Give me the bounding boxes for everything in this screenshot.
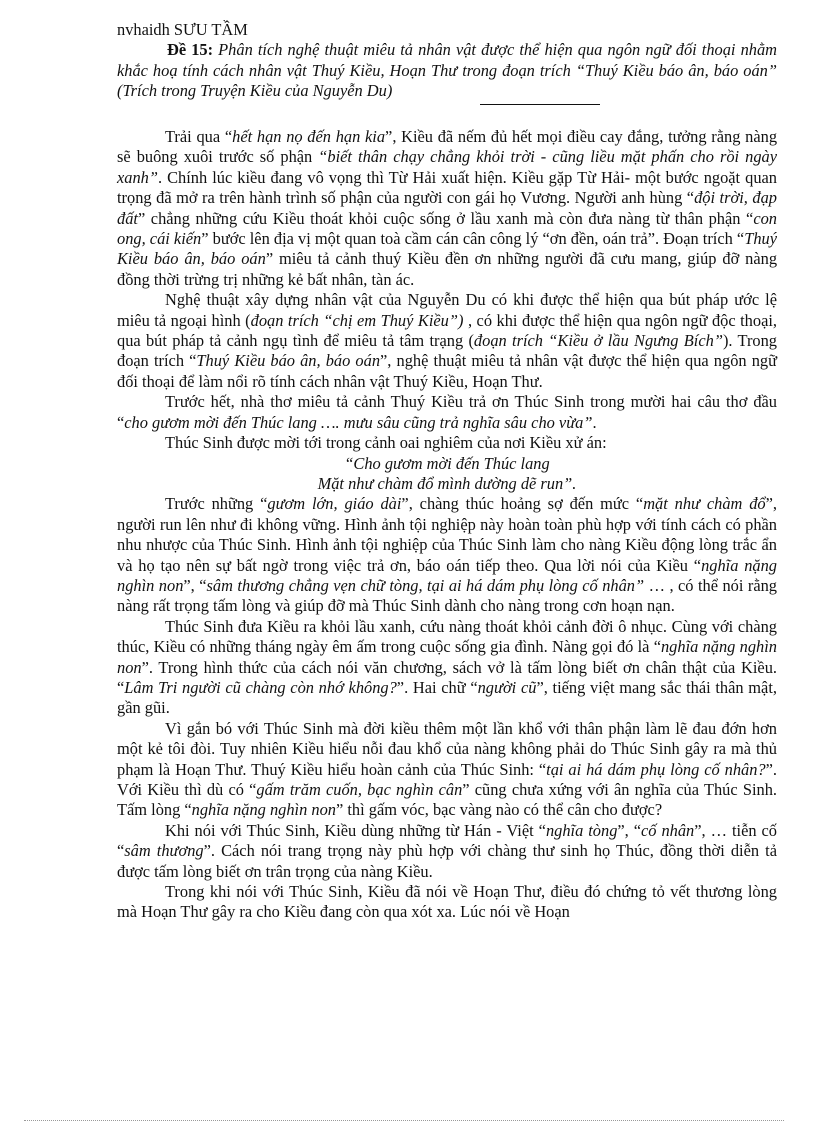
italic-quote: đoạn trích “chị em Thuý Kiều”) xyxy=(250,310,464,330)
text-run: ”, Kiều đã nếm đủ hết mọi điều cay đắng, tưởng rằng nàng sẽ buông xuôi trước số phận xyxy=(117,127,778,167)
italic-quote: con ong, cái kiến xyxy=(117,208,777,249)
verse-line-1 xyxy=(117,454,777,474)
page-bottom-border xyxy=(24,1120,784,1121)
essay-title xyxy=(117,40,777,101)
paragraph-7 xyxy=(117,719,777,821)
italic-quote: Thuý Kiều báo ân, báo oán xyxy=(196,351,381,371)
paragraph-8 xyxy=(117,821,777,882)
text-run: ”, nghệ thuật miêu tả nhân vật được thể hiện qua ngôn ngữ đối thoại để làm nổi rõ tính cách nhân vật Thuý Kiều, Hoạn Thư. xyxy=(117,351,777,391)
italic-quote: sâm thương xyxy=(124,841,204,861)
paragraph-1 xyxy=(117,127,777,290)
italic-quote: nghĩa nặng nghìn non xyxy=(191,800,336,820)
text-run: ” miêu tả cảnh thuý Kiều đền ơn những người đã cưu mang, giúp đỡ nàng đồng thời trừng trị những kẻ bất nhân, tàn ác. xyxy=(117,249,778,289)
text-run: ” thì gấm vóc, bạc vàng nào có thể cân cho được? xyxy=(336,800,663,820)
text-run: , có khi được thể hiện qua ngôn ngữ độc thoại, qua bút pháp tả cảnh ngụ tình để miêu tả tâm trạng ( xyxy=(117,310,777,351)
italic-quote: nghĩa nặng nghìn non xyxy=(117,637,777,677)
italic-quote: gươm lớn, giáo dài xyxy=(267,494,402,514)
paragraph-2 xyxy=(117,290,777,392)
text-run: ”, … tiễn cố “ xyxy=(117,820,777,861)
title-text: Phân tích nghệ thuật miêu tả nhân vật được thể hiện qua ngôn ngữ đối thoại nhằm khắc hoạ tính cách nhân vật Thuý Kiều, Hoạn Thư trong đoạn trích “Thuý Kiều báo ân, báo oán” (Trích trong Truyện Kiều của Nguyễn Du) xyxy=(117,40,777,101)
title-underline xyxy=(480,104,600,105)
text-run: ”. Với Kiều thì dù có “ xyxy=(117,759,777,799)
italic-quote: đội trời, đạp đất xyxy=(117,188,777,228)
document-header xyxy=(117,20,777,102)
text-run: Khi nói với Thúc Sinh, Kiều dùng những từ Hán - Việt “ xyxy=(165,820,546,840)
italic-quote: cho gươm mời đến Thúc lang …. mưu sâu cũng trả nghĩa sâu cho vừa” xyxy=(124,412,593,432)
text-run: ”, chàng thúc hoảng sợ đến mức “ xyxy=(401,494,644,514)
text-run: Trước hết, nhà thơ miêu tả cảnh Thuý Kiều trả ơn Thúc Sinh trong mười hai câu thơ đầu “ xyxy=(117,392,777,432)
text-run: ”. Cách nói trang trọng này phù hợp với chàng thư sinh họ Thúc, đồng thời diễn tả được tấm lòng biết ơn trân trọng của nàng Kiều. xyxy=(117,841,777,881)
italic-quote: sâm thương chẳng vẹn chữ tòng, tại ai há dám phụ lòng cố nhân” xyxy=(206,575,645,595)
title-label: Đề 15: xyxy=(167,40,214,60)
italic-quote: Thuý Kiều báo ân, báo oán xyxy=(117,229,778,269)
text-run: . Chính lúc kiều đang vô vọng thì Từ Hải xuất hiện. Kiều gặp Từ Hải- một bước ngoặt quan trọng đã mở ra trên hành trình số phận của người con gái họ Vương. Người anh hùng “ xyxy=(117,167,777,208)
text-run: ”, “ xyxy=(617,820,642,840)
essay-body xyxy=(117,127,777,923)
text-run: Trước những “ xyxy=(165,494,268,514)
italic-quote: Mặt như chàm đổ mình dường dẽ run”. xyxy=(317,473,577,493)
text-run: ” cũng chưa xứng với ân nghĩa của Thúc Sinh. Tấm lòng “ xyxy=(117,780,777,820)
italic-quote: “biết thân chạy chẳng khỏi trời - cũng liều mặt phấn cho rồi ngày xanh” xyxy=(117,147,777,187)
verse-line-2 xyxy=(117,474,777,494)
italic-quote: Lâm Tri người cũ chàng còn nhớ không? xyxy=(124,677,397,697)
paragraph-5 xyxy=(117,494,777,616)
italic-quote: nghĩa tòng xyxy=(545,820,618,840)
text-run: Thúc Sinh đưa Kiều ra khỏi lầu xanh, cứu nàng thoát khỏi cảnh đời ô nhục. Cùng với chàng thúc, Kiều có những tháng ngày êm ấm trong cuộc sống gia đình. Nàng gọi đó là “ xyxy=(117,616,777,657)
text-run: . xyxy=(592,412,597,432)
italic-quote: tại ai há dám phụ lòng cố nhân? xyxy=(546,759,766,779)
italic-quote: hết hạn nọ đến hạn kia xyxy=(232,127,386,146)
text-run: ”, “ xyxy=(183,575,207,595)
text-run: Trải qua “ xyxy=(165,127,233,146)
italic-quote: mặt như chàm đổ xyxy=(643,494,766,514)
italic-quote: đoạn trích “Kiều ở lầu Ngưng Bích” xyxy=(473,331,723,351)
text-run: ”, tiếng việt mang sắc thái thân mật, gần gũi. xyxy=(117,677,777,718)
text-run: ). Trong đoạn trích “ xyxy=(117,331,777,371)
paragraph-6 xyxy=(117,617,777,719)
italic-quote: gấm trăm cuốn, bạc nghìn cân xyxy=(256,780,463,799)
text-run: ”, người run lên như đi không vững. Hình ảnh tội nghiệp này hoàn toàn phù hợp với tính cách có phần nhu nhược của Thúc Sinh. Hình ảnh tội nghiệp của Thúc Sinh làm cho nàng Kiều động lòng trắc ẩn và họ tạo nên sự bất ngờ trong việc trả ơn, báo oán tiếp theo. Qua lời nói của Kiều “ xyxy=(117,494,777,575)
italic-quote: người cũ xyxy=(477,677,537,697)
text-run: … , có thể nói rằng nàng rất trọng tấm lòng và giúp đỡ mà Thúc Sinh dành cho nàng trong cơn hoạn nạn. xyxy=(117,575,777,616)
paragraph-4: Thúc Sinh được mời tới trong cảnh oai nghiêm của nơi Kiều xử án: xyxy=(165,433,607,453)
paragraph-3 xyxy=(117,392,777,433)
text-run: Vì gắn bó với Thúc Sinh mà đời kiều thêm một lần khổ với thân phận làm lẽ đau đớn hơn một kẻ tôi đòi. Tuy nhiên Kiều hiểu nỗi đau khổ của nàng không phải do Thúc Sinh gây ra mà thủ phạm là Hoạn Thư. Thuý Kiều hiểu hoàn cảnh của Thúc Sinh: “ xyxy=(117,718,777,779)
italic-quote: “Cho gươm mời đến Thúc lang xyxy=(344,453,550,473)
text-run: ” bước lên địa vị một quan toà cầm cán cân công lý “ơn đền, oán trả”. Đoạn trích “ xyxy=(201,229,745,249)
source-line: nvhaidh SƯU TẦM xyxy=(117,20,248,39)
text-run: Nghệ thuật xây dựng nhân vật của Nguyễn Du có khi được thể hiện qua bút pháp ước lệ miêu tả ngoại hình ( xyxy=(117,290,777,330)
italic-quote: nghĩa nặng nghìn non xyxy=(117,555,777,595)
italic-quote: cố nhân xyxy=(641,820,695,840)
text-run: ”. Hai chữ “ xyxy=(396,677,478,697)
paragraph-9: Trong khi nói với Thúc Sinh, Kiều đã nói về Hoạn Thư, điều đó chứng tỏ vết thương lòng mà Hoạn Thư gây ra cho Kiều đang còn qua xót xa. Lúc nói về Hoạn xyxy=(117,882,777,922)
text-run: ”. Trong hình thức của cách nói văn chương, sách vở là tấm lòng biết ơn chân thật của Kiều. “ xyxy=(117,657,777,697)
text-run: ” chẳng những cứu Kiều thoát khỏi cuộc sống ở lầu xanh mà còn đưa nàng từ thân phận “ xyxy=(137,208,754,228)
